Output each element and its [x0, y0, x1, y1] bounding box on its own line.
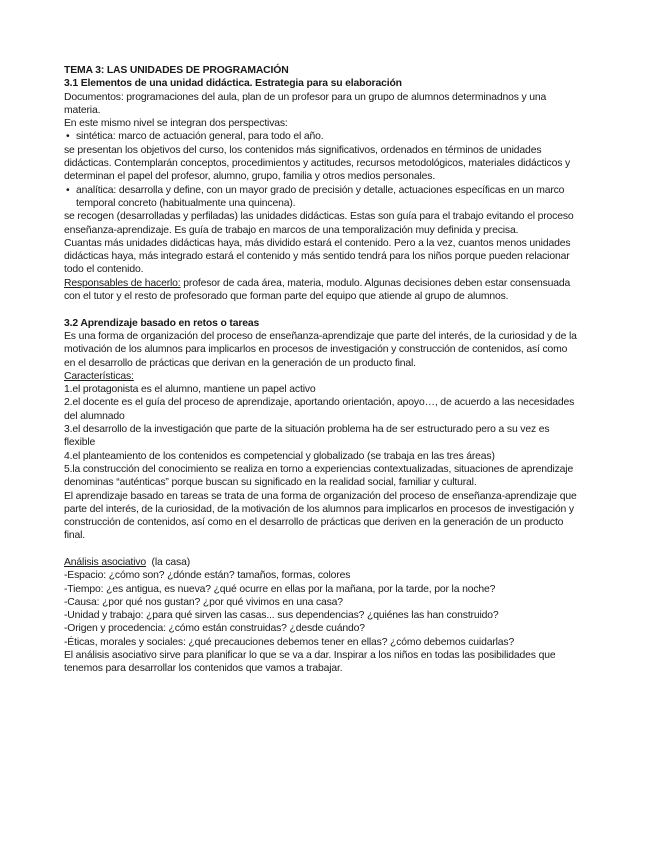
bullet-item	[64, 130, 578, 143]
paragraph: El análisis asociativo sirve para planificar lo que se va a dar. Inspirar a los niños en todas las posibilidades que tenemos para desarrollar los contenidos que vamos a trabajar.	[64, 650, 556, 675]
underlined-label: Responsables de hacerlo:	[64, 277, 181, 289]
bullet-icon: •	[66, 131, 70, 143]
spacer	[64, 543, 578, 556]
document-body	[64, 64, 578, 676]
list-item: 3.el desarrollo de la investigación que parte de la situación problema ha de ser estructurado pero a su vez es flexible	[64, 424, 550, 449]
paragraph: El aprendizaje basado en tareas se trata de una forma de organización del proceso de enseñanza-aprendizaje que parte del interés, de la curiosidad, de la motivación de los alumnos para implicarlos en procesos de investigación y construcción de contenidos, así como en el desarrollo de prácticas que deriven en la generación de un producto final.	[64, 490, 577, 542]
list-item: -Causa: ¿por qué nos gustan? ¿por qué vivimos en una casa?	[64, 596, 343, 608]
bullet-icon: •	[66, 184, 70, 196]
paragraph: En este mismo nivel se integran dos perspectivas:	[64, 118, 288, 130]
bullet-text: sintética: marco de actuación general, para todo el año.	[76, 131, 324, 143]
paragraph: Es una forma de organización del proceso de enseñanza-aprendizaje que parte del interés, de la curiosidad y de la motivación de los alumnos para implicarlos en procesos de investigación y construcción de contenidos, así como en el desarrollo de prácticas que derivan en la generación de un producto final.	[64, 330, 577, 369]
bullet-item	[64, 184, 578, 211]
list-item: -Espacio: ¿cómo son? ¿dónde están? tamaños, formas, colores	[64, 570, 351, 582]
section-heading-3-1: 3.1 Elementos de una unidad didáctica. Estrategia para su elaboración	[64, 78, 402, 90]
list-item: -Éticas, morales y sociales: ¿qué precauciones debemos tener en ellas? ¿cómo debemos cuidarlas?	[64, 636, 515, 648]
spacer	[64, 303, 578, 316]
list-item: 1.el protagonista es el alumno, mantiene un papel activo	[64, 384, 316, 396]
paragraph: Cuantas más unidades didácticas haya, más dividido estará el contenido. Pero a la vez, cuantos menos unidades didácticas haya, más integrado estará el contenido y más sentido tendrá para los niños porque pueden relacionar todo el contenido.	[64, 237, 571, 276]
section-label-line	[64, 556, 578, 569]
underlined-label: Características:	[64, 370, 134, 382]
label-suffix: (la casa)	[146, 556, 191, 568]
paragraph	[64, 277, 578, 304]
section-heading-3-2: 3.2 Aprendizaje basado en retos o tareas	[64, 317, 260, 329]
document-title: TEMA 3: LAS UNIDADES DE PROGRAMACIÓN	[64, 65, 289, 76]
list-item: -Unidad y trabajo: ¿para qué sirven las casas... sus dependencias? ¿quiénes las han construido?	[64, 610, 499, 622]
list-item: 5.la construcción del conocimiento se realiza en torno a experiencias contextualizadas, situaciones de aprendizaje denominas “auténticas” porque buscan su significado en la realidad social, familiar y cultural.	[64, 463, 574, 489]
list-item: 4.el planteamiento de los contenidos es competencial y globalizado (se trabaja en las tres áreas)	[64, 450, 495, 462]
bullet-text: analítica: desarrolla y define, con un mayor grado de precisión y detalle, actuaciones específicas en un marco temporal concreto (habitualmente una quincena).	[76, 184, 565, 209]
list-item: -Origen y procedencia: ¿cómo están construidas? ¿desde cuándo?	[64, 623, 365, 635]
paragraph: se recogen (desarrolladas y perfiladas) las unidades didácticas. Estas son guía para el trabajo evitando el proceso enseñanza-aprendizaje. Es guía de trabajo en marcos de una temporalización muy definida y precisa.	[64, 211, 574, 236]
list-item: 2.el docente es el guía del proceso de aprendizaje, aportando orientación, apoyo…, de acuerdo a las necesidades del alumnado	[64, 397, 575, 422]
list-item: -Tiempo: ¿es antigua, es nueva? ¿qué ocurre en ellas por la mañana, por la tarde, por la noche?	[64, 583, 496, 595]
paragraph-text: profesor de cada área, materia, modulo. Algunas decisiones deben estar consensuada con el tutor y el resto de profesorado que forman parte del equipo que atiende al grupo de alumnos.	[64, 277, 571, 303]
paragraph: Documentos: programaciones del aula, plan de un profesor para un grupo de alumnos determinadnos y una materia.	[64, 91, 547, 116]
paragraph: se presentan los objetivos del curso, los contenidos más significativos, ordenados en términos de unidades didácticas. Contemplarán conceptos, procedimientos y actitudes, recursos metodológicos, materiales didácticos y determinan el papel del profesor, alumno, grupo, familia y otros medios personales.	[64, 144, 571, 183]
underlined-label: Análisis asociativo	[64, 556, 147, 568]
